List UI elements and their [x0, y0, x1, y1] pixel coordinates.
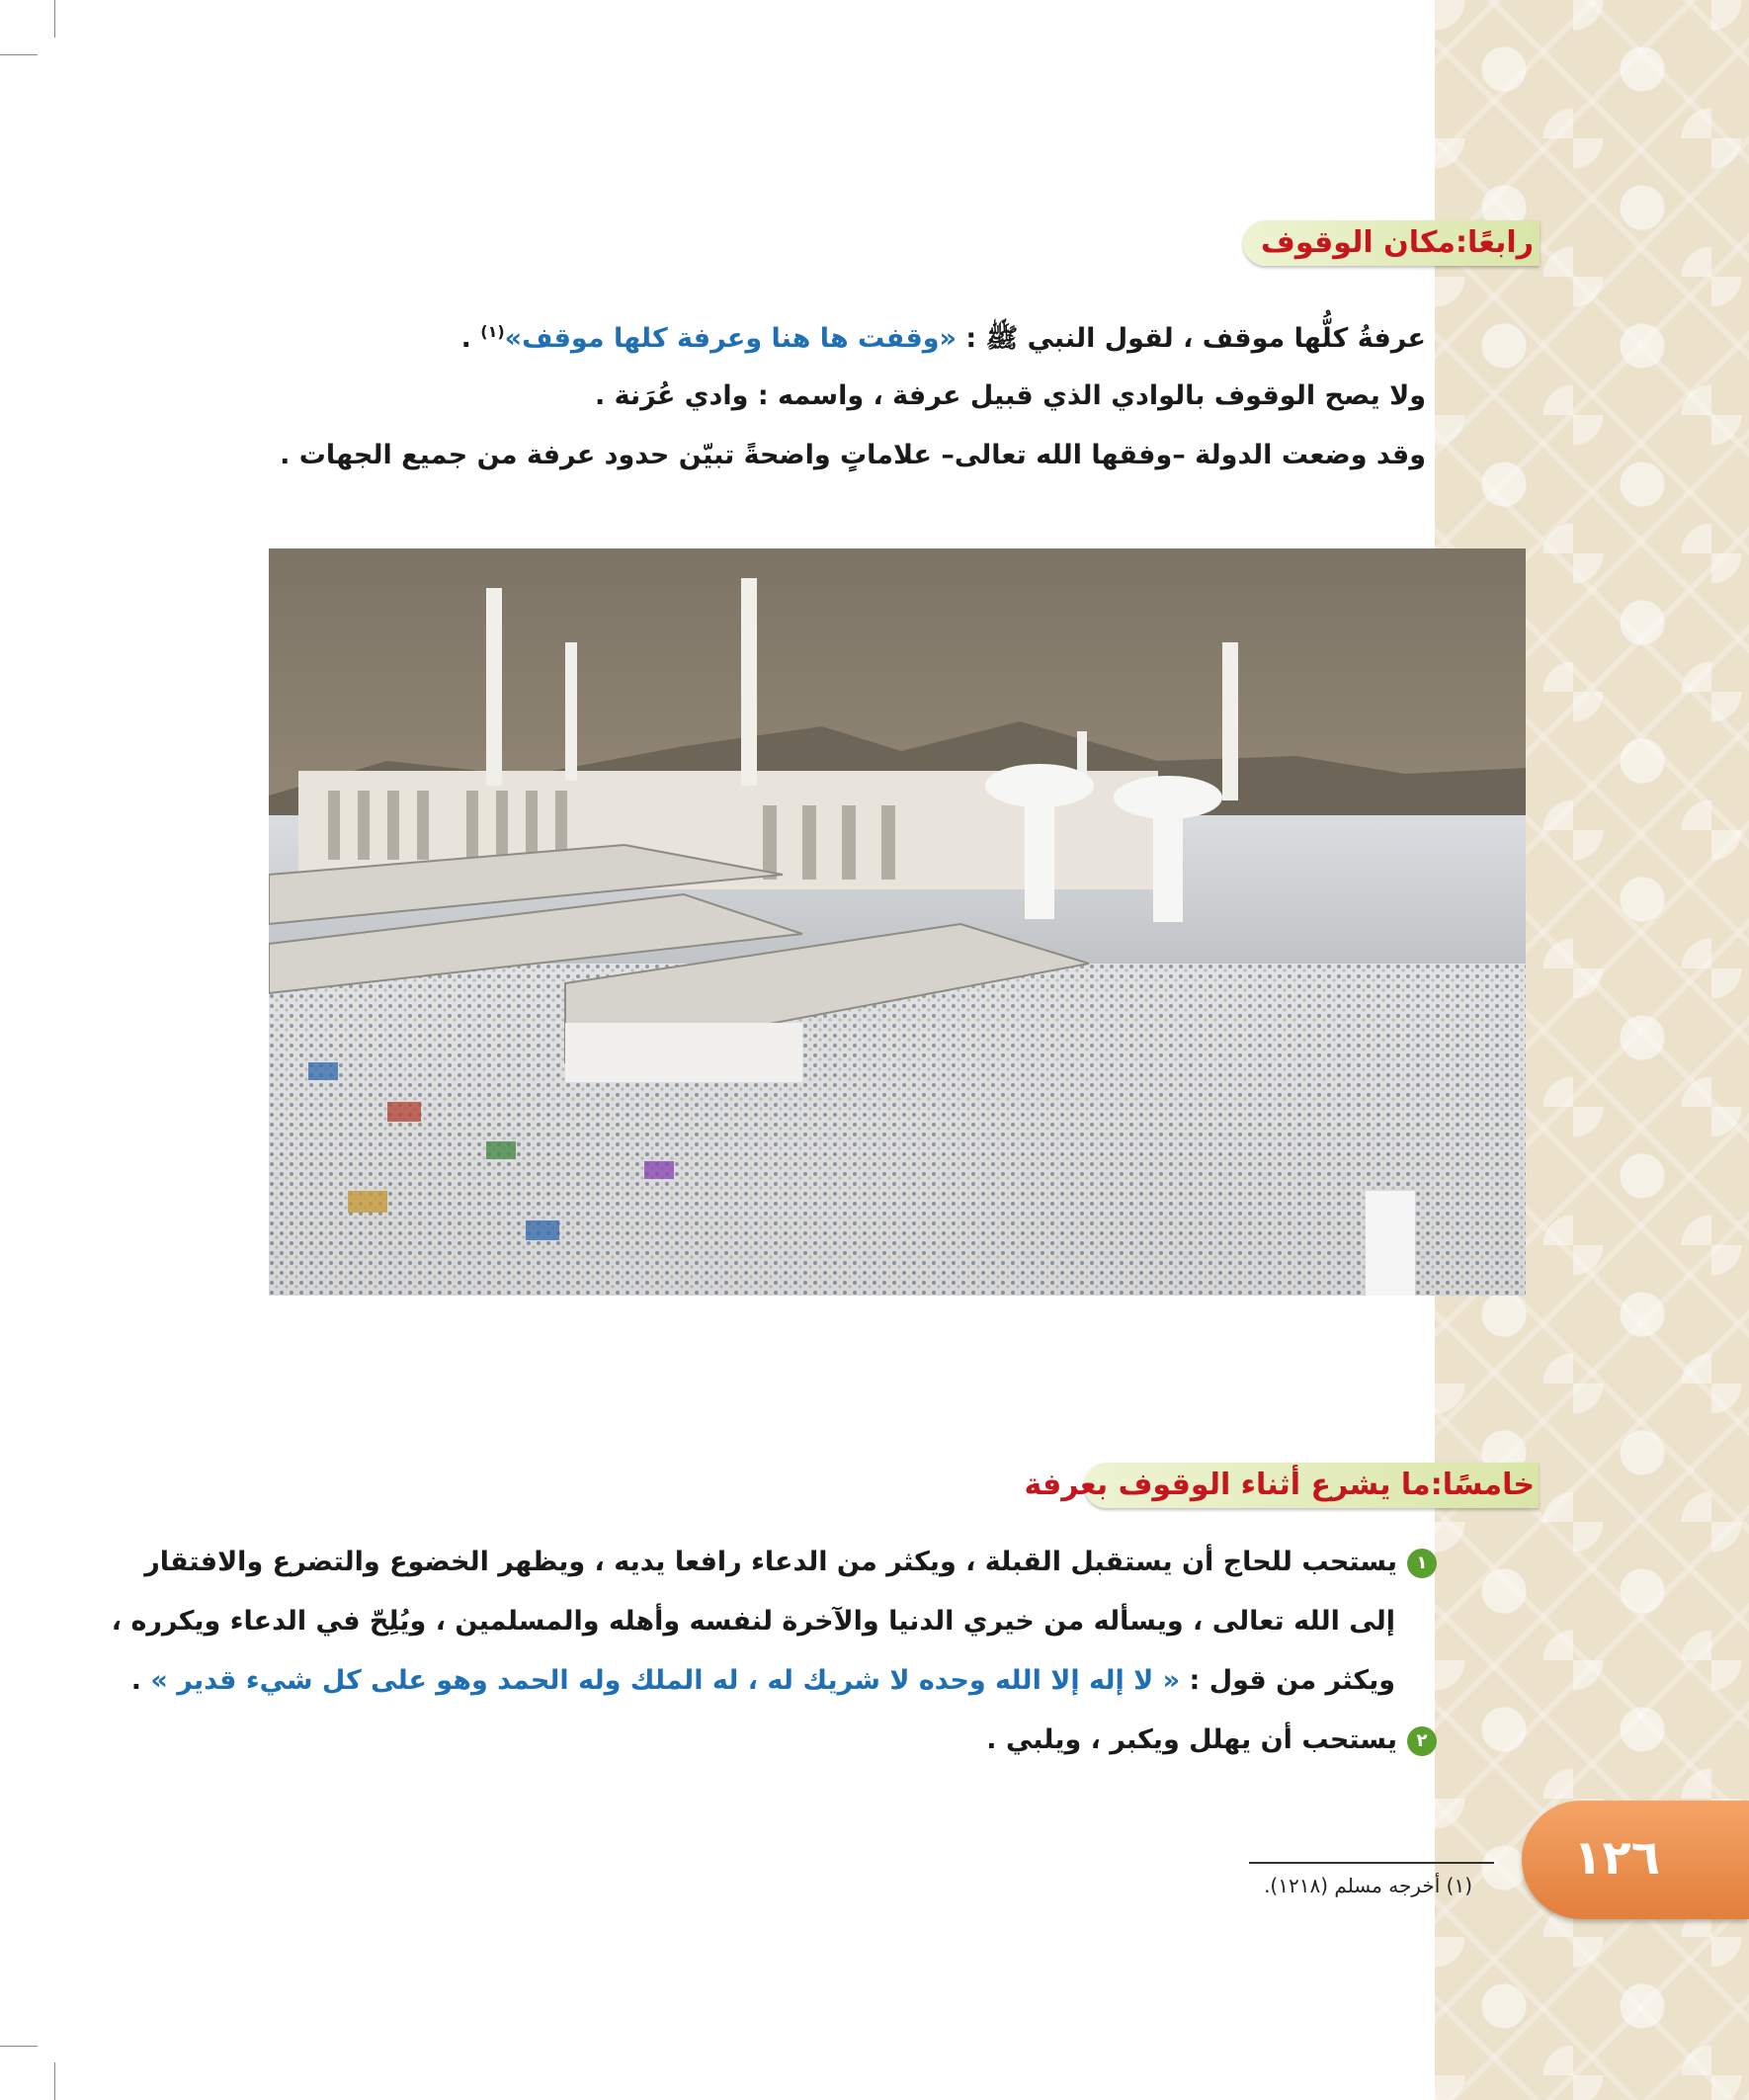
text-span: عرفةُ كلُّها موقف ، لقول النبي ﷺ :	[956, 323, 1426, 354]
item-number-badge: ١	[1407, 1549, 1437, 1578]
arafat-mosque-photo	[269, 548, 1526, 1296]
list-item	[144, 1547, 1437, 1578]
text-span: ويكثر من قول :	[1180, 1665, 1395, 1696]
section-heading: رابعًا:مكان الوقوف	[1260, 225, 1534, 260]
page-number: ١٢٦	[1573, 1830, 1660, 1886]
page-number-tab	[1522, 1801, 1749, 1919]
footnote-rule	[1249, 1862, 1494, 1864]
paragraph-line: ولا يصح الوقوف بالوادي الذي قبيل عرفة ، واسمه : وادي عُرَنة .	[595, 380, 1426, 411]
text-span: يستحب أن يهلل ويكبر ، ويلبي .	[986, 1724, 1397, 1755]
crop-mark	[54, 0, 55, 38]
crop-mark	[0, 2046, 38, 2047]
item-number-badge: ٢	[1407, 1726, 1437, 1756]
footnote: (١) أخرجه مسلم (١٢١٨).	[1264, 1874, 1472, 1897]
list-item	[986, 1724, 1437, 1756]
hadith-quote: «وقفت ها هنا وعرفة كلها موقف»	[504, 323, 957, 354]
paragraph-line	[461, 321, 1426, 361]
crop-mark	[0, 54, 38, 55]
footnote-ref: (١)	[480, 322, 505, 341]
list-item-continuation	[131, 1665, 1395, 1696]
list-item-continuation: إلى الله تعالى ، ويسأله من خيري الدنيا والآخرة لنفسه وأهله والمسلمين ، ويُلِحّ في الدعاء ويكرره ،	[111, 1606, 1395, 1637]
crop-mark	[54, 2062, 55, 2100]
paragraph-line: وقد وضعت الدولة –وفقها الله تعالى– علاماتٍ واضحةً تبيّن حدود عرفة من جميع الجهات .	[280, 440, 1426, 470]
dhikr-quote: « لا إله إلا الله وحده لا شريك له ، له الملك وله الحمد وهو على كل شيء قدير »	[150, 1665, 1181, 1696]
section-heading: خامسًا:ما يشرع أثناء الوقوف بعرفة	[1024, 1468, 1535, 1502]
text-span: يستحب للحاج أن يستقبل القبلة ، ويكثر من الدعاء رافعا يديه ، ويظهر الخضوع والتضرع والافتقار	[144, 1547, 1397, 1577]
text-span: .	[460, 323, 481, 354]
text-span: .	[130, 1665, 151, 1696]
